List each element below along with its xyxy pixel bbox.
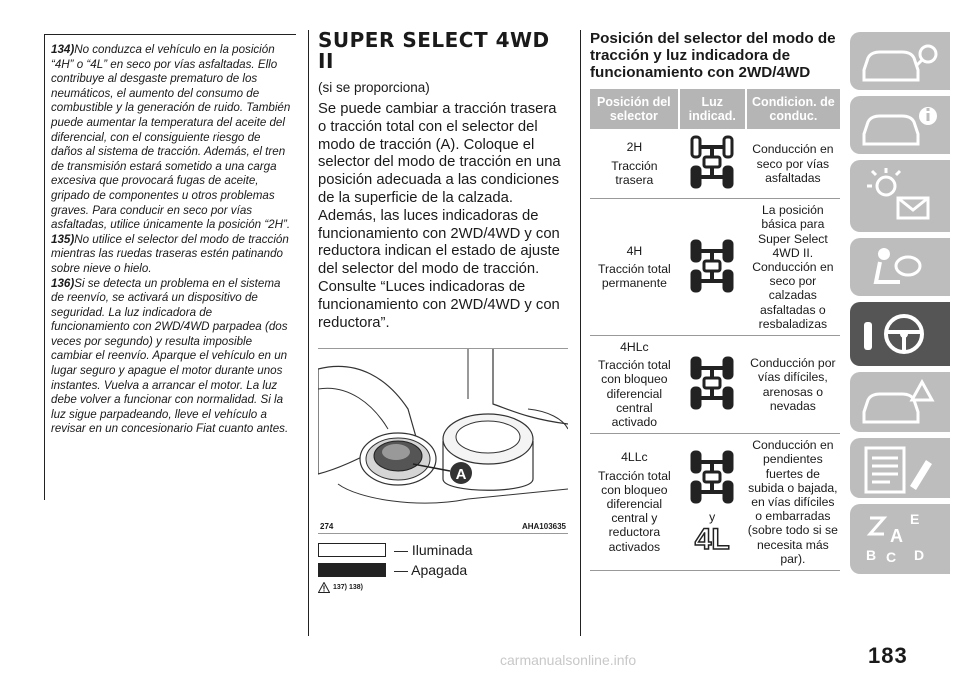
car-emergency-icon <box>850 372 950 432</box>
selector-table <box>590 89 840 571</box>
legend-swatch-lit <box>318 543 386 557</box>
column-divider <box>580 30 581 636</box>
sidebar-tab-vehicle-overview[interactable] <box>850 32 950 90</box>
figure-number: 274 <box>320 522 334 532</box>
watermark: carmanualsonline.info <box>500 652 637 668</box>
cell-position <box>590 434 679 571</box>
position-description: Tracción total permanente <box>598 262 671 291</box>
cell-position <box>590 336 679 434</box>
svg-text:E: E <box>910 511 920 527</box>
warning-number: 134) <box>51 43 75 56</box>
selector-figure <box>318 348 568 534</box>
warning-text: No conduzca el vehículo en la posición “4H” o “4L” en seco por vías asfaltadas. Ello contribuye al desgaste prematuro de los neumáticos, el aumento del consumo de combustible y la generación de ruido. También puede aumentar la temperatura del aceite del diferencial, con el consiguiente riesgo de daños al sistema de tracción. Además, el tren de transmisión estará sometido a una carga excesiva que provocará fugas de aceite, gripado de componentes u otros problemas graves. Para conducir en seco por vías asfaltadas, utilice únicamente la posición “2H”. <box>51 43 291 232</box>
col-header-light: Luz indicad. <box>679 89 746 129</box>
warning-134 <box>51 43 292 233</box>
section-subtitle: (si se proporciona) <box>318 80 430 95</box>
selector-table-section <box>590 30 840 571</box>
position-code: 4LLc <box>621 450 648 465</box>
position-code: 4H <box>626 243 643 258</box>
legend-swatch-off <box>318 563 386 577</box>
table-row <box>590 434 840 571</box>
cell-position <box>590 129 679 199</box>
cell-indicator <box>679 129 746 199</box>
steering-wheel-key-icon <box>850 302 950 366</box>
drive-4wd-indicator-icon <box>690 237 734 295</box>
sidebar-tab-technical-data[interactable] <box>850 504 950 574</box>
warning-text: No utilice el selector del modo de tracción mientras las ruedas traseras estén patinando sobre nieve o hielo. <box>51 232 289 275</box>
col-header-position: Posición del selector <box>590 89 679 129</box>
maintenance-list-icon <box>850 438 950 498</box>
warning-135 <box>51 233 292 277</box>
cell-position <box>590 199 679 336</box>
cell-conditions: Conducción en seco por vías asfaltadas <box>746 129 840 199</box>
position-description: Tracción total con bloqueo diferencial central y reductora activados <box>598 468 671 554</box>
title-line-2: II <box>318 49 334 73</box>
note-refs <box>318 582 568 593</box>
sidebar-tab-starting-driving[interactable] <box>850 302 950 366</box>
warning-number: 135) <box>51 232 75 246</box>
svg-text:B: B <box>866 547 877 563</box>
warning-number: 136) <box>51 276 75 290</box>
table-row <box>590 199 840 336</box>
cell-indicator <box>679 199 746 336</box>
svg-text:D: D <box>914 547 925 563</box>
callout-label-a: A <box>455 466 467 484</box>
figure-code: AHA103635 <box>521 522 566 532</box>
drive-2wd-indicator-icon <box>690 133 734 191</box>
warning-text: Si se detecta un problema en el sistema de reenvío, se activará un dispositivo de seguridad. La luz indicadora de funcionamiento con 2WD/4WD parpadea (dos veces por segundo) y resulta imposible cambiar el reenvío. Aparque el vehículo en un lugar seguro y apague el motor durante unos instantes. Vuelva a arrancar el motor. La luz debe volver a funcionar con normalidad. Si la luz sigue parpadeando, lleve el vehículo a revisar en un concesionario Fiat cuanto antes. <box>51 276 289 436</box>
airbag-person-icon <box>850 238 950 296</box>
legend-off-label: — Apagada <box>394 562 468 579</box>
sidebar-tab-maintenance[interactable] <box>850 438 950 498</box>
drive-4wd-indicator-icon <box>690 354 734 412</box>
table-heading: Posición del selector del modo de tracción y luz indicadora de funcionamiento con 2WD/4WD <box>590 30 836 81</box>
col-header-conditions: Condicion. de conduc. <box>746 89 840 129</box>
cell-indicator <box>679 434 746 571</box>
sidebar-tab-emergency[interactable] <box>850 372 950 432</box>
position-description: Tracción total con bloqueo diferencial central activado <box>598 358 671 430</box>
page-number: 183 <box>868 643 908 668</box>
position-code: 2H <box>626 140 643 155</box>
drive-4wd-indicator-icon <box>690 448 734 506</box>
position-description: Tracción trasera <box>611 158 658 187</box>
svg-text:C: C <box>886 549 897 565</box>
section-title <box>318 30 568 72</box>
position-code: 4HLc <box>620 340 649 355</box>
legend-off <box>318 562 568 578</box>
svg-text:A: A <box>890 526 903 546</box>
warnings-box <box>44 34 296 500</box>
table-row <box>590 129 840 199</box>
car-info-icon <box>850 96 950 154</box>
legend-lit <box>318 542 568 558</box>
section-body: Se puede cambiar a tracción trasera o tracción total con el selector del modo de tracción (A). Coloque el selector del modo de tracción en una posición adecuada a las condiciones de la superficie de la calzada. Además, las luces indicadoras de funcionamiento con 2WD/4WD y con reductora indican el estado de ajuste del selector del modo de tracción. Consulte “Luces indicadoras de funcionamiento con 2WD/4WD y con reductora”. <box>318 101 561 331</box>
low-range-4l-icon: 4L <box>694 522 730 556</box>
and-label: y <box>709 509 716 524</box>
cell-conditions: Conducción en pendientes fuertes de subida o bajada, en vías difíciles o embarradas (sobre todo si se necesita más par). <box>746 434 840 571</box>
figure-caption <box>318 522 568 533</box>
warning-136 <box>51 277 292 438</box>
warning-lights-icon <box>850 160 950 232</box>
sidebar-tab-safety[interactable] <box>850 238 950 296</box>
note-refs-text: 137) 138) <box>333 584 363 592</box>
selector-illustration <box>318 349 568 533</box>
warning-triangle-icon <box>318 582 330 593</box>
section-super-select <box>318 30 568 593</box>
column-divider <box>308 30 309 636</box>
sidebar-tab-vehicle-info[interactable] <box>850 96 950 154</box>
title-line-1: SUPER SELECT 4WD <box>318 28 550 52</box>
cell-conditions: Conducción por vías difíciles, arenosas o nevadas <box>746 336 840 434</box>
car-search-icon <box>850 32 950 90</box>
sidebar-tab-lights-messages[interactable] <box>850 160 950 232</box>
cell-indicator <box>679 336 746 434</box>
technical-data-icon <box>850 504 950 574</box>
cell-conditions: La posición básica para Super Select 4WD II. Conducción en seco por calzadas asfaltadas o resbaladizas <box>746 199 840 336</box>
legend-lit-label: — Iluminada <box>394 542 473 559</box>
table-row <box>590 336 840 434</box>
